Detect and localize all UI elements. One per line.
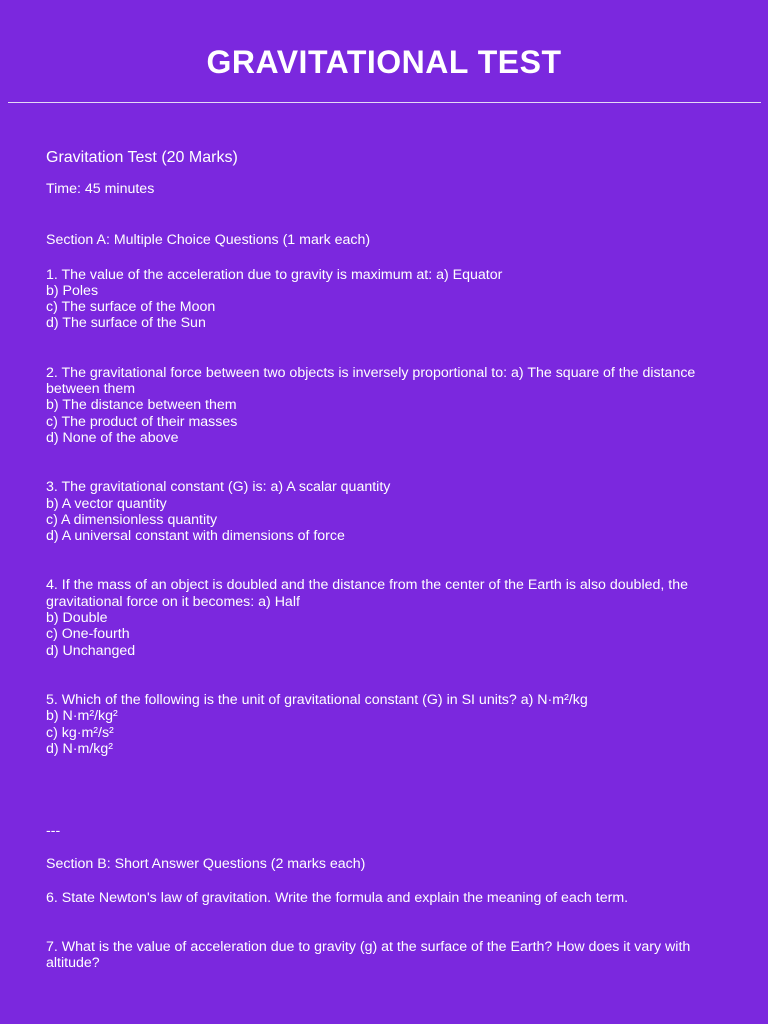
question-option: d) N·m/kg² xyxy=(46,740,113,757)
section-a-heading: Section A: Multiple Choice Questions (1 mark each) xyxy=(46,232,371,249)
title-divider xyxy=(8,102,761,103)
question-option: c) The surface of the Moon xyxy=(46,299,216,316)
question-option: d) The surface of the Sun xyxy=(46,315,206,332)
question-option: b) A vector quantity xyxy=(46,495,167,512)
question-stem: 1. The value of the acceleration due to gravity is maximum at: a) Equator xyxy=(46,266,503,283)
question-option: d) None of the above xyxy=(46,429,179,446)
question-option: b) The distance between them xyxy=(46,397,237,414)
question-option: c) The product of their masses xyxy=(46,413,238,430)
page-title: GRAVITATIONAL TEST xyxy=(206,44,562,80)
question-2 xyxy=(46,365,736,446)
question-5 xyxy=(46,692,736,757)
question-stem: 3. The gravitational constant (G) is: a) A scalar quantity xyxy=(46,479,391,496)
question-7: 7. What is the value of acceleration due to gravity (g) at the surface of the Earth? How does it vary with altitude? xyxy=(46,939,691,972)
test-content xyxy=(46,148,736,972)
question-1 xyxy=(46,267,736,332)
section-b-heading: Section B: Short Answer Questions (2 marks each) xyxy=(46,856,366,873)
question-stem: 5. Which of the following is the unit of gravitational constant (G) in SI units? a) N·m²/kg xyxy=(46,691,588,708)
question-4 xyxy=(46,577,736,658)
question-option: b) Double xyxy=(46,610,108,627)
section-separator: --- xyxy=(46,823,61,840)
question-stem: 4. If the mass of an object is doubled and the distance from the center of the Earth is also doubled, the gravitational force on it becomes: a) Half xyxy=(46,577,688,610)
question-6: 6. State Newton's law of gravitation. Write the formula and explain the meaning of each term. xyxy=(46,889,629,906)
question-option: d) Unchanged xyxy=(46,642,136,659)
test-heading: Gravitation Test (20 Marks) xyxy=(46,149,238,166)
question-3 xyxy=(46,479,736,544)
question-option: c) A dimensionless quantity xyxy=(46,511,218,528)
question-option: c) kg·m²/s² xyxy=(46,724,114,741)
question-option: d) A universal constant with dimensions of force xyxy=(46,528,345,545)
question-option: c) One-fourth xyxy=(46,626,130,643)
question-stem: 2. The gravitational force between two objects is inversely proportional to: a) The square of the distance between them xyxy=(46,364,696,398)
time-allowed: Time: 45 minutes xyxy=(46,181,155,197)
question-option: b) N·m²/kg² xyxy=(46,708,118,725)
question-option: b) Poles xyxy=(46,282,99,299)
